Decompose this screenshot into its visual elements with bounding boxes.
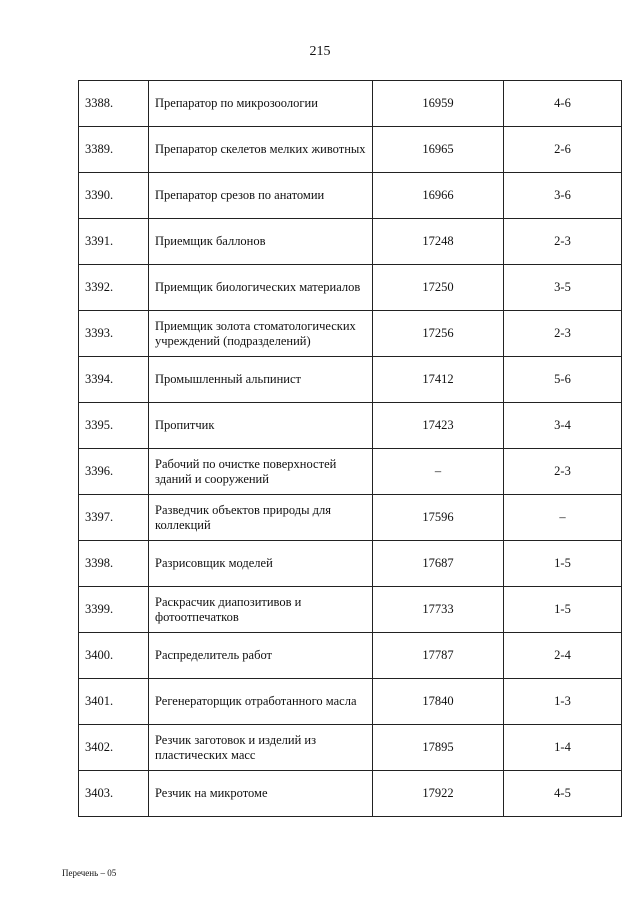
profession-name: Приемщик баллонов: [149, 219, 373, 265]
grade-range: 1-5: [504, 541, 622, 587]
grade-range: 2-4: [504, 633, 622, 679]
profession-code: 17250: [373, 265, 504, 311]
profession-name: Препаратор срезов по анатомии: [149, 173, 373, 219]
row-number: 3389.: [79, 127, 149, 173]
table-row: [79, 265, 622, 311]
profession-name: Приемщик золота стоматологических учреждений (подразделений): [149, 311, 373, 357]
row-number: 3396.: [79, 449, 149, 495]
profession-code: 17423: [373, 403, 504, 449]
profession-name: Промышленный альпинист: [149, 357, 373, 403]
table-row: [79, 587, 622, 633]
row-number: 3403.: [79, 771, 149, 817]
row-number: 3393.: [79, 311, 149, 357]
table-row: [79, 541, 622, 587]
grade-range: 4-6: [504, 81, 622, 127]
profession-name: Раскрасчик диапозитивов и фотоотпечатков: [149, 587, 373, 633]
row-number: 3390.: [79, 173, 149, 219]
row-number: 3395.: [79, 403, 149, 449]
grade-range: 4-5: [504, 771, 622, 817]
grade-range: 2-3: [504, 449, 622, 495]
row-number: 3394.: [79, 357, 149, 403]
grade-range: 3-4: [504, 403, 622, 449]
row-number: 3402.: [79, 725, 149, 771]
table-row: [79, 81, 622, 127]
row-number: 3401.: [79, 679, 149, 725]
grade-range: 2-6: [504, 127, 622, 173]
profession-code: 17895: [373, 725, 504, 771]
row-number: 3388.: [79, 81, 149, 127]
table-row: [79, 403, 622, 449]
grade-range: 1-5: [504, 587, 622, 633]
profession-code: 17596: [373, 495, 504, 541]
grade-range: 1-3: [504, 679, 622, 725]
row-number: 3392.: [79, 265, 149, 311]
grade-range: 5-6: [504, 357, 622, 403]
profession-code: 16966: [373, 173, 504, 219]
grade-range: 2-3: [504, 219, 622, 265]
profession-name: Препаратор по микрозоологии: [149, 81, 373, 127]
profession-name: Пропитчик: [149, 403, 373, 449]
profession-code: 16965: [373, 127, 504, 173]
profession-name: Распределитель работ: [149, 633, 373, 679]
profession-name: Резчик заготовок и изделий из пластических масс: [149, 725, 373, 771]
row-number: 3400.: [79, 633, 149, 679]
table-row: [79, 127, 622, 173]
profession-name: Разведчик объектов природы для коллекций: [149, 495, 373, 541]
profession-code: 17733: [373, 587, 504, 633]
row-number: 3391.: [79, 219, 149, 265]
profession-code: 17256: [373, 311, 504, 357]
footer-text: Перечень – 05: [62, 868, 117, 878]
page-number: 215: [309, 44, 331, 59]
table-row: [79, 173, 622, 219]
profession-code: 17840: [373, 679, 504, 725]
grade-range: 2-3: [504, 311, 622, 357]
table-row: [79, 771, 622, 817]
profession-code: –: [373, 449, 504, 495]
profession-code: 17787: [373, 633, 504, 679]
table-row: [79, 679, 622, 725]
profession-name: Резчик на микротоме: [149, 771, 373, 817]
grade-range: 3-6: [504, 173, 622, 219]
grade-range: 1-4: [504, 725, 622, 771]
profession-code: 16959: [373, 81, 504, 127]
professions-table: [78, 80, 622, 817]
table-row: [79, 357, 622, 403]
profession-name: Приемщик биологических материалов: [149, 265, 373, 311]
row-number: 3399.: [79, 587, 149, 633]
table-row: [79, 725, 622, 771]
table-row: [79, 449, 622, 495]
profession-name: Препаратор скелетов мелких животных: [149, 127, 373, 173]
table-row: [79, 495, 622, 541]
profession-name: Разрисовщик моделей: [149, 541, 373, 587]
table-row: [79, 219, 622, 265]
table-row: [79, 633, 622, 679]
row-number: 3397.: [79, 495, 149, 541]
profession-code: 17248: [373, 219, 504, 265]
profession-name: Рабочий по очистке поверхностей зданий и сооружений: [149, 449, 373, 495]
grade-range: –: [504, 495, 622, 541]
profession-code: 17922: [373, 771, 504, 817]
profession-code: 17412: [373, 357, 504, 403]
table-body: [79, 81, 622, 817]
row-number: 3398.: [79, 541, 149, 587]
profession-code: 17687: [373, 541, 504, 587]
table-row: [79, 311, 622, 357]
grade-range: 3-5: [504, 265, 622, 311]
profession-name: Регенераторщик отработанного масла: [149, 679, 373, 725]
